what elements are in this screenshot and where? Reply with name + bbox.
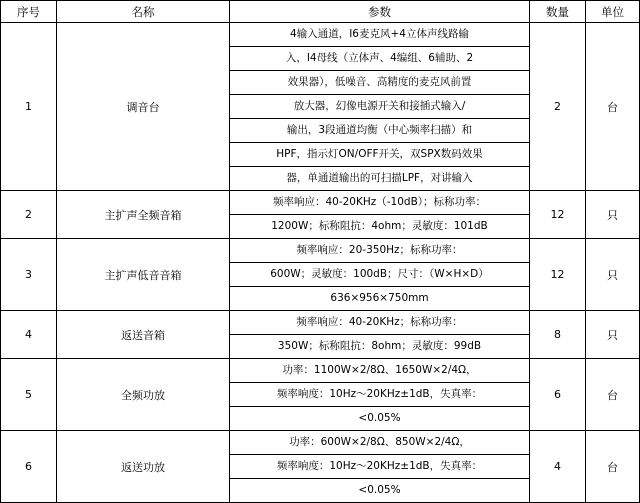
cell-param-line: 350W；标称阻抗：8ohm；灵敏度：99dB: [230, 335, 530, 359]
cell-param-line: 放大器，幻像电源开关和接插式输入/: [230, 95, 530, 119]
table-body: [1, 23, 640, 503]
cell-qty: 2: [530, 23, 586, 191]
cell-param-line: 频率响度：10Hz～20KHz±1dB，失真率：: [230, 383, 530, 407]
cell-unit: 台: [586, 431, 640, 503]
table-row: [1, 191, 640, 215]
cell-qty: 6: [530, 359, 586, 431]
cell-param-line: 636×956×750mm: [230, 287, 530, 311]
cell-param-line: <0.05%: [230, 479, 530, 503]
cell-name: 返送音箱: [57, 311, 230, 359]
cell-param-line: 频率响应：20-350Hz；标称功率：: [230, 239, 530, 263]
cell-name: 调音台: [57, 23, 230, 191]
cell-seq: 6: [1, 431, 57, 503]
cell-qty: 8: [530, 311, 586, 359]
header-qty: 数量: [530, 1, 586, 23]
cell-param-line: 频率响度：10Hz～20KHz±1dB，失真率：: [230, 455, 530, 479]
cell-name: 主扩声低音音箱: [57, 239, 230, 311]
cell-seq: 3: [1, 239, 57, 311]
cell-param-line: 4输入通道，I6麦克风+4立体声线路输: [230, 23, 530, 47]
cell-unit: 只: [586, 191, 640, 239]
header-params: 参数: [230, 1, 530, 23]
cell-param-line: 功率：1100W×2/8Ω、1650W×2/4Ω，: [230, 359, 530, 383]
cell-param-line: 功率：600W×2/8Ω、850W×2/4Ω，: [230, 431, 530, 455]
cell-unit: 只: [586, 239, 640, 311]
cell-param-line: 1200W；标称阻抗：4ohm；灵敏度：101dB: [230, 215, 530, 239]
cell-unit: 台: [586, 359, 640, 431]
cell-param-line: 频率响应：40-20KHz（-10dB）；标称功率：: [230, 191, 530, 215]
cell-unit: 只: [586, 311, 640, 359]
cell-qty: 4: [530, 431, 586, 503]
cell-name: 全频功放: [57, 359, 230, 431]
cell-unit: 台: [586, 23, 640, 191]
cell-param-line: 输出，3段通道均衡（中心频率扫描）和: [230, 119, 530, 143]
header-name: 名称: [57, 1, 230, 23]
cell-param-line: 器，单通道输出的可扫描LPF，对讲输入: [230, 167, 530, 191]
cell-name: 返送功放: [57, 431, 230, 503]
table-row: [1, 431, 640, 455]
header-unit: 单位: [586, 1, 640, 23]
header-row: [1, 1, 640, 23]
table-row: [1, 359, 640, 383]
cell-name: 主扩声全频音箱: [57, 191, 230, 239]
cell-param-line: 600W；灵敏度：100dB；尺寸：（W×H×D）: [230, 263, 530, 287]
header-seq: 序号: [1, 1, 57, 23]
cell-qty: 12: [530, 239, 586, 311]
cell-seq: 5: [1, 359, 57, 431]
table-row: [1, 311, 640, 335]
cell-qty: 12: [530, 191, 586, 239]
cell-seq: 4: [1, 311, 57, 359]
cell-seq: 2: [1, 191, 57, 239]
cell-param-line: 效果器），低噪音、高精度的麦克风前置: [230, 71, 530, 95]
cell-param-line: HPF，指示灯ON/OFF开关，双SPX数码效果: [230, 143, 530, 167]
table-row: [1, 23, 640, 47]
cell-param-line: 频率响应：40-20KHz；标称功率：: [230, 311, 530, 335]
cell-param-line: 入，I4母线（立体声、4编组、6辅助、2: [230, 47, 530, 71]
cell-seq: 1: [1, 23, 57, 191]
table-row: [1, 239, 640, 263]
cell-param-line: <0.05%: [230, 407, 530, 431]
